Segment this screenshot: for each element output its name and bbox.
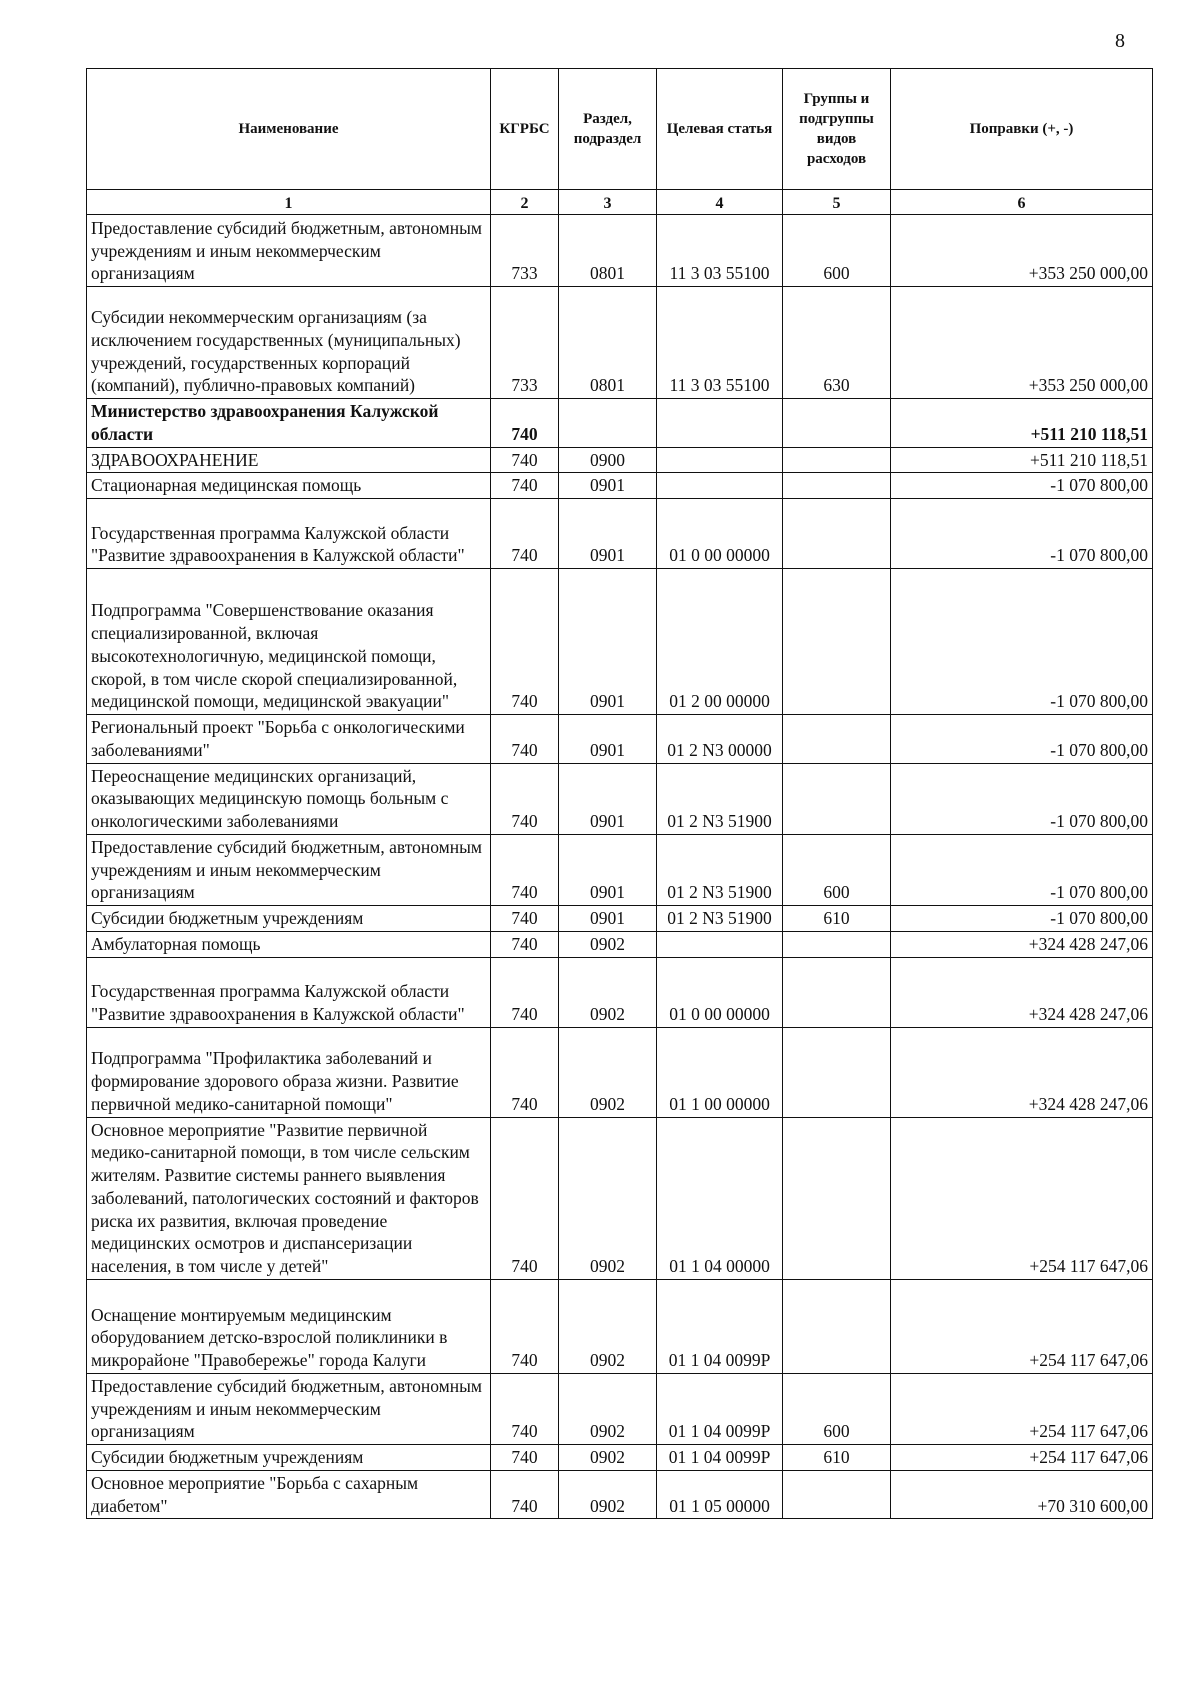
row-name-cell: Подпрограмма "Совершенствование оказания специализированной, включая высокотехнологичную, медицинской помощи, скорой, в том числе скорой специализированной, медицинской помощи, медицинской эвакуации" <box>87 569 491 715</box>
row-kgrbs-cell: 740 <box>491 715 559 764</box>
row-target-cell: 01 1 04 0099P <box>657 1279 783 1373</box>
table-row <box>87 569 1153 715</box>
row-section-cell: 0902 <box>559 1373 657 1444</box>
row-amount-cell: -1 070 800,00 <box>891 834 1153 905</box>
row-vr-cell: 600 <box>783 215 891 287</box>
row-section-cell: 0901 <box>559 763 657 834</box>
row-kgrbs-cell: 733 <box>491 215 559 287</box>
row-amount-cell: -1 070 800,00 <box>891 499 1153 569</box>
row-target-cell: 01 2 N3 51900 <box>657 763 783 834</box>
row-target-cell: 01 0 00 00000 <box>657 499 783 569</box>
row-amount-cell: +254 117 647,06 <box>891 1117 1153 1279</box>
row-kgrbs-cell: 740 <box>491 957 559 1027</box>
row-vr-cell <box>783 957 891 1027</box>
row-name-cell: Субсидии некоммерческим организациям (за исключением государственных (муниципальных) учреждений, государственных корпораций (компаний), публично-правовых компаний) <box>87 287 491 399</box>
row-kgrbs-cell: 740 <box>491 499 559 569</box>
table-row <box>87 1027 1153 1117</box>
table-row <box>87 1445 1153 1471</box>
header-row <box>87 69 1153 190</box>
row-target-cell: 01 2 N3 51900 <box>657 906 783 932</box>
row-name-cell: Субсидии бюджетным учреждениям <box>87 906 491 932</box>
row-name-cell: ЗДРАВООХРАНЕНИЕ <box>87 447 491 473</box>
row-name-cell: Предоставление субсидий бюджетным, автономным учреждениям и иным некоммерческим организациям <box>87 834 491 905</box>
row-section-cell: 0902 <box>559 1279 657 1373</box>
row-name-cell: Предоставление субсидий бюджетным, автономным учреждениям и иным некоммерческим организациям <box>87 215 491 287</box>
header-amendments: Поправки (+, -) <box>891 69 1153 190</box>
row-section-cell: 0801 <box>559 215 657 287</box>
row-amount-cell: +511 210 118,51 <box>891 447 1153 473</box>
row-amount-cell: +254 117 647,06 <box>891 1279 1153 1373</box>
row-section-cell: 0901 <box>559 834 657 905</box>
row-target-cell: 01 1 04 0099P <box>657 1445 783 1471</box>
row-vr-cell <box>783 763 891 834</box>
row-target-cell: 01 2 N3 51900 <box>657 834 783 905</box>
row-section-cell: 0902 <box>559 1470 657 1519</box>
row-name-cell: Региональный проект "Борьба с онкологическими заболеваниями" <box>87 715 491 764</box>
row-section-cell: 0901 <box>559 715 657 764</box>
row-section-cell: 0902 <box>559 1117 657 1279</box>
row-target-cell: 01 1 04 00000 <box>657 1117 783 1279</box>
row-name-cell: Переоснащение медицинских организаций, оказывающих медицинскую помощь больным с онкологическими заболеваниями <box>87 763 491 834</box>
header-kgrbs: КГРБС <box>491 69 559 190</box>
row-vr-cell <box>783 473 891 499</box>
row-vr-cell: 600 <box>783 1373 891 1444</box>
row-name-cell: Субсидии бюджетным учреждениям <box>87 1445 491 1471</box>
row-kgrbs-cell: 740 <box>491 473 559 499</box>
table-row <box>87 957 1153 1027</box>
row-section-cell: 0901 <box>559 906 657 932</box>
row-kgrbs-cell: 740 <box>491 447 559 473</box>
row-amount-cell: +254 117 647,06 <box>891 1373 1153 1444</box>
row-section-cell: 0901 <box>559 499 657 569</box>
column-number: 6 <box>891 190 1153 215</box>
row-name-cell: Оснащение монтируемым медицинским оборудованием детско-взрослой поликлиники в микрорайоне "Правобережье" города Калуги <box>87 1279 491 1373</box>
column-number: 4 <box>657 190 783 215</box>
column-number: 2 <box>491 190 559 215</box>
row-name-cell: Предоставление субсидий бюджетным, автономным учреждениям и иным некоммерческим организациям <box>87 1373 491 1444</box>
row-kgrbs-cell: 740 <box>491 1279 559 1373</box>
table-row <box>87 763 1153 834</box>
row-target-cell <box>657 931 783 957</box>
row-amount-cell: +324 428 247,06 <box>891 1027 1153 1117</box>
row-target-cell <box>657 447 783 473</box>
row-name-cell: Стационарная медицинская помощь <box>87 473 491 499</box>
table-row <box>87 499 1153 569</box>
row-kgrbs-cell: 740 <box>491 1445 559 1471</box>
row-target-cell: 01 0 00 00000 <box>657 957 783 1027</box>
table-row <box>87 715 1153 764</box>
row-amount-cell: +353 250 000,00 <box>891 215 1153 287</box>
row-amount-cell: -1 070 800,00 <box>891 715 1153 764</box>
row-vr-cell <box>783 499 891 569</box>
row-vr-cell: 610 <box>783 906 891 932</box>
row-amount-cell: -1 070 800,00 <box>891 906 1153 932</box>
budget-amendments-table <box>86 68 1153 1519</box>
table-row <box>87 447 1153 473</box>
table-row <box>87 287 1153 399</box>
row-kgrbs-cell: 740 <box>491 834 559 905</box>
row-section-cell: 0902 <box>559 1027 657 1117</box>
row-target-cell: 01 2 00 00000 <box>657 569 783 715</box>
row-section-cell: 0901 <box>559 473 657 499</box>
column-number-row <box>87 190 1153 215</box>
row-vr-cell <box>783 715 891 764</box>
row-vr-cell <box>783 447 891 473</box>
page-number: 8 <box>1115 30 1125 52</box>
row-amount-cell: +254 117 647,06 <box>891 1445 1153 1471</box>
column-number: 1 <box>87 190 491 215</box>
row-name-cell: Подпрограмма "Профилактика заболеваний и формирование здорового образа жизни. Развитие первичной медико-санитарной помощи" <box>87 1027 491 1117</box>
row-kgrbs-cell: 740 <box>491 906 559 932</box>
row-name-cell: Государственная программа Калужской области "Развитие здравоохранения в Калужской области" <box>87 957 491 1027</box>
row-name-cell: Министерство здравоохранения Калужской области <box>87 399 491 448</box>
row-target-cell: 01 1 00 00000 <box>657 1027 783 1117</box>
row-section-cell: 0901 <box>559 569 657 715</box>
row-target-cell: 11 3 03 55100 <box>657 287 783 399</box>
row-kgrbs-cell: 740 <box>491 1117 559 1279</box>
row-amount-cell: -1 070 800,00 <box>891 473 1153 499</box>
table-row <box>87 215 1153 287</box>
header-target: Целевая статья <box>657 69 783 190</box>
row-kgrbs-cell: 740 <box>491 763 559 834</box>
table-row <box>87 399 1153 448</box>
row-vr-cell <box>783 931 891 957</box>
row-amount-cell: +511 210 118,51 <box>891 399 1153 448</box>
table-row <box>87 1117 1153 1279</box>
table-row <box>87 834 1153 905</box>
row-amount-cell: +353 250 000,00 <box>891 287 1153 399</box>
header-name: Наименование <box>87 69 491 190</box>
row-section-cell: 0902 <box>559 931 657 957</box>
row-vr-cell <box>783 399 891 448</box>
header-section: Раздел, подраздел <box>559 69 657 190</box>
table-row <box>87 906 1153 932</box>
row-amount-cell: +324 428 247,06 <box>891 957 1153 1027</box>
table-row <box>87 931 1153 957</box>
row-vr-cell <box>783 1117 891 1279</box>
row-target-cell <box>657 399 783 448</box>
row-vr-cell <box>783 569 891 715</box>
row-section-cell: 0801 <box>559 287 657 399</box>
row-target-cell: 11 3 03 55100 <box>657 215 783 287</box>
row-amount-cell: -1 070 800,00 <box>891 763 1153 834</box>
row-target-cell: 01 2 N3 00000 <box>657 715 783 764</box>
row-section-cell: 0902 <box>559 1445 657 1471</box>
row-amount-cell: -1 070 800,00 <box>891 569 1153 715</box>
row-vr-cell: 600 <box>783 834 891 905</box>
table-row <box>87 473 1153 499</box>
row-kgrbs-cell: 740 <box>491 399 559 448</box>
row-vr-cell <box>783 1470 891 1519</box>
row-vr-cell: 610 <box>783 1445 891 1471</box>
table-row <box>87 1373 1153 1444</box>
row-name-cell: Амбулаторная помощь <box>87 931 491 957</box>
row-target-cell: 01 1 04 0099P <box>657 1373 783 1444</box>
table-body <box>87 215 1153 1519</box>
row-section-cell: 0902 <box>559 957 657 1027</box>
row-kgrbs-cell: 740 <box>491 569 559 715</box>
row-vr-cell: 630 <box>783 287 891 399</box>
row-target-cell <box>657 473 783 499</box>
row-kgrbs-cell: 740 <box>491 1470 559 1519</box>
row-kgrbs-cell: 740 <box>491 931 559 957</box>
row-amount-cell: +70 310 600,00 <box>891 1470 1153 1519</box>
row-vr-cell <box>783 1279 891 1373</box>
row-kgrbs-cell: 733 <box>491 287 559 399</box>
column-number: 5 <box>783 190 891 215</box>
header-groups: Группы и подгруппы видов расходов <box>783 69 891 190</box>
row-kgrbs-cell: 740 <box>491 1373 559 1444</box>
row-kgrbs-cell: 740 <box>491 1027 559 1117</box>
row-name-cell: Основное мероприятие "Развитие первичной медико-санитарной помощи, в том числе сельским жителям. Развитие системы раннего выявления заболеваний, патологических состояний и факторов риска их развития, включая проведение медицинских осмотров и диспансеризации населения, в том числе у детей" <box>87 1117 491 1279</box>
column-number: 3 <box>559 190 657 215</box>
table-row <box>87 1470 1153 1519</box>
row-target-cell: 01 1 05 00000 <box>657 1470 783 1519</box>
row-name-cell: Основное мероприятие "Борьба с сахарным диабетом" <box>87 1470 491 1519</box>
row-section-cell <box>559 399 657 448</box>
table-row <box>87 1279 1153 1373</box>
row-vr-cell <box>783 1027 891 1117</box>
row-amount-cell: +324 428 247,06 <box>891 931 1153 957</box>
row-section-cell: 0900 <box>559 447 657 473</box>
row-name-cell: Государственная программа Калужской области "Развитие здравоохранения в Калужской области" <box>87 499 491 569</box>
